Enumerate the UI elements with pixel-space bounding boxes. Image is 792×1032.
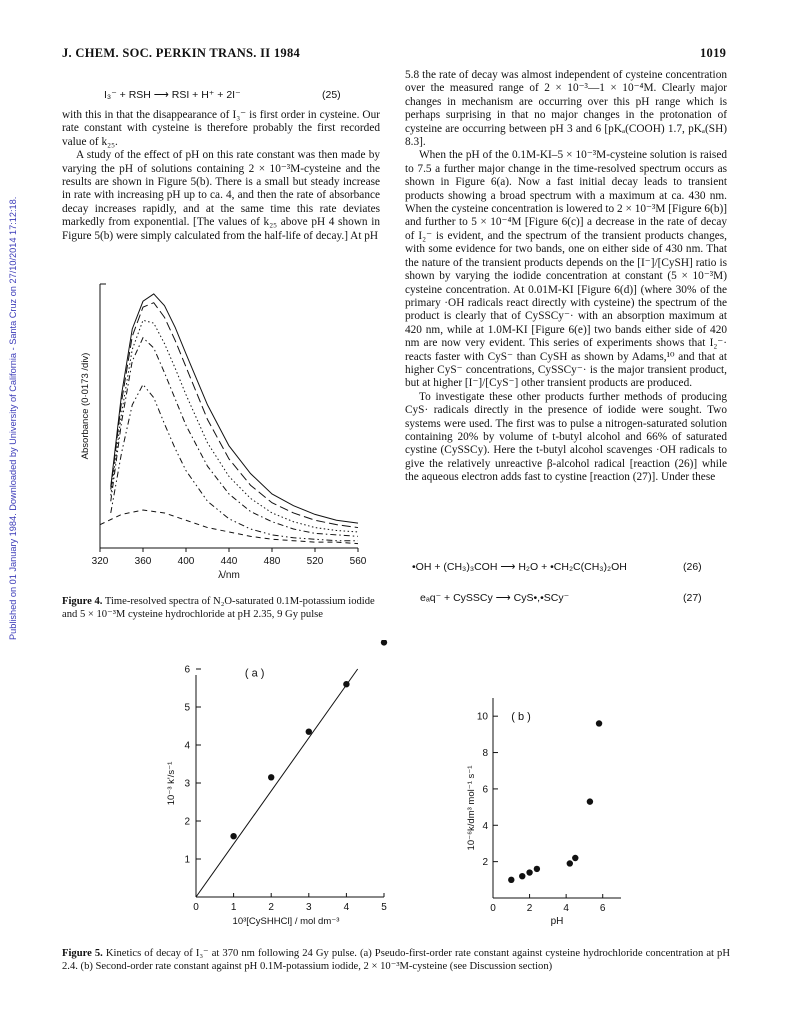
data-point	[567, 860, 573, 866]
y-tick-label: 1	[184, 854, 190, 866]
page-number: 1019	[700, 46, 727, 60]
equation-25: I₃⁻ + RSH ⟶ RSI + H⁺ + 2I⁻	[104, 89, 241, 101]
data-point	[268, 774, 274, 780]
x-tick-label: 560	[349, 556, 367, 567]
spectrum-series-4	[111, 338, 358, 537]
x-tick-label: 3	[306, 902, 312, 913]
figure-5b-chart	[462, 690, 632, 930]
x-tick-label: 4	[343, 902, 350, 913]
figure-4-spectra-chart	[76, 278, 376, 583]
equation-27: eₐq⁻ + CySSCy ⟶ CyS•,•SCy⁻	[420, 592, 570, 604]
y-axis-label: Absorbance (0·0173 /div)	[80, 352, 91, 460]
y-tick-label: 3	[184, 778, 190, 790]
data-point	[526, 869, 532, 875]
figure-5-caption	[62, 948, 730, 973]
figure-4-label: Figure 4.	[62, 596, 103, 607]
panel-label-a: ( a )	[244, 667, 265, 680]
equation-26-number: (26)	[683, 561, 702, 573]
paragraph: 5.8 the rate of decay was almost independent of cysteine concentration over the measured range of 2 × 10⁻³—1 × 10⁻⁴M. Clearly major changes in mechanism are occurring over this pH range which is perhaps surprising in that no major changes in the protonation of cysteine are occurring between pH 3 and 6 [pKₐ(COOH) 1.7, pKₐ(SH) 8.3].	[405, 69, 727, 149]
figure-5a-chart	[160, 640, 410, 930]
x-tick-label: 480	[263, 556, 281, 567]
left-column-text	[62, 109, 380, 243]
data-point	[230, 833, 236, 839]
data-point	[508, 877, 514, 883]
x-tick-label: 2	[526, 903, 533, 914]
figure-4-caption	[62, 596, 380, 621]
x-axis-label: λ/nm	[218, 570, 240, 581]
y-tick-label: 2	[482, 857, 488, 869]
data-point	[534, 866, 540, 872]
spectrum-series-1	[111, 294, 358, 523]
y-tick-label: 5	[184, 702, 190, 714]
data-point	[381, 640, 387, 646]
x-tick-label: 4	[563, 903, 569, 914]
equation-27-number: (27)	[683, 592, 702, 604]
data-point	[596, 720, 602, 726]
x-tick-label: 2	[268, 902, 274, 913]
y-tick-label: 6	[482, 784, 488, 796]
data-point	[572, 855, 578, 861]
journal-header: J. CHEM. SOC. PERKIN TRANS. II 1984	[62, 46, 301, 60]
figure-5-label: Figure 5.	[62, 948, 103, 959]
x-tick-label: 1	[230, 902, 237, 913]
fit-line	[196, 669, 358, 897]
paragraph: A study of the effect of pH on this rate constant was then made by varying the pH of solutions containing 2 × 10⁻³M-cysteine and the results are shown in Figure 5(b). There is a small but steady increase in rate with increasing pH up to ca. 4, and then the rate of absorbance decay increases rapidly, and at the same time this rate deviates markedly from exponential. [The values of k₂₅ above pH 4 shown in Figure 5(b) were simply calculated from the half-life of decay.] At pH	[62, 149, 380, 242]
spectrum-series-2	[111, 303, 358, 528]
paragraph: To investigate these other products further methods of producing CyS· radicals directly in the presence of iodide were sought. Two systems were used. The first was to pulse a nitrogen-saturated solution containing 20% by volume of t-butyl alcohol and 66% of saturated cystine (CySSCy). Here the t-butyl alcohol scavenges ·OH radicals to give the relatively unreactive β-alcohol radical [reaction (26)] while the aqueous electron adds fast to cystine [reaction (27)]. Under these	[405, 390, 727, 484]
x-tick-label: 520	[306, 556, 324, 567]
y-tick-label: 4	[184, 740, 190, 752]
equation-26: •OH + (CH₃)₃COH ⟶ H₂O + •CH₂C(CH₃)₂OH	[412, 561, 627, 573]
x-tick-label: 0	[193, 902, 199, 913]
download-sidebar	[0, 0, 16, 1032]
spectrum-series-3	[111, 320, 358, 532]
x-tick-label: 6	[599, 903, 606, 914]
y-tick-label: 10	[476, 711, 488, 723]
figure-5-text: Kinetics of decay of I₃⁻ at 370 nm following 24 Gy pulse. (a) Pseudo-first-order rate constant against cysteine hydrochloride concentration at pH 2.4. (b) Second-order rate constant against pH 0.1M-potassium iodide, 2 × 10⁻³M-cysteine (see Discussion section)	[62, 948, 730, 972]
y-axis-label: 10⁻³ k'/s⁻¹	[166, 761, 177, 806]
data-point	[587, 798, 593, 804]
data-point	[519, 873, 525, 879]
y-tick-label: 8	[482, 748, 488, 760]
figure-4-text: Time-resolved spectra of N₂O-saturated 0.1M-potassium iodide and 5 × 10⁻³M cysteine hydrochloride at pH 2.35, 9 Gy pulse	[62, 596, 375, 620]
download-notice: Published on 01 January 1984. Downloaded by University of California - Santa Cruz on 27/10/2014 17:12:18.	[8, 196, 18, 640]
paragraph: When the pH of the 0.1M-KI–5 × 10⁻³M-cysteine solution is raised to 7.5 a further major change in the time-resolved spectrum occurs as shown in Figure 6(a). Now a fast initial decay leads to transient products showing a broad spectrum with a maximum at ca. 430 nm. When the cysteine concentration is lowered to 2 × 10⁻³M [Figure 6(b)] and further to 5 × 10⁻⁴M [Figure 6(c)] a decrease in the rate of decay of I₂⁻ is evident, and the spectrum of the transient products changes, with some evidence for two bands, one on either side of 430 nm. That the nature of the transient products depends on the [I⁻]/[CySH] ratio is shown by varying the iodide concentration at constant (5 × 10⁻³M) cysteine concentration. At 0.01M-KI [Figure 6(d)] (where 30% of the primary ·OH radicals react directly with cysteine) the spectrum of the product is clearly that of CySSCy⁻· with an absorption maximum at 420 nm, while at 1.0M-KI [Figure 6(e)] two bands either side of 420 nm are now very evident. This series of experiments shows that I₂⁻· reacts faster with CyS⁻ than CySH as shown by Adams,¹⁰ and that at higher CyS⁻ concentrations, CySSCy⁻· is the major transient product, but at higher [I⁻]/[CyS⁻] other transient products are produced.	[405, 149, 727, 390]
spectrum-series-5	[111, 384, 358, 540]
x-axis-label: pH	[550, 916, 564, 927]
paragraph: with this in that the disappearance of I₃⁻ is first order in cysteine. Our rate constant with cysteine is therefore probably the first recorded value of k₂₅.	[62, 109, 380, 148]
x-tick-label: 440	[220, 556, 238, 567]
data-point	[306, 729, 312, 735]
x-tick-label: 360	[134, 556, 152, 567]
y-axis-label: 10⁻⁶k/dm³ mol⁻¹ s⁻¹	[466, 765, 477, 851]
x-tick-label: 320	[91, 556, 109, 567]
data-point	[343, 681, 349, 687]
y-tick-label: 6	[184, 664, 190, 676]
panel-label-b: ( b )	[511, 710, 531, 723]
x-tick-label: 5	[381, 902, 387, 913]
equation-25-number: (25)	[322, 89, 341, 101]
right-column-text	[405, 69, 727, 485]
y-tick-label: 2	[184, 816, 190, 828]
x-tick-label: 400	[177, 556, 195, 567]
x-tick-label: 0	[490, 903, 496, 914]
y-tick-label: 4	[482, 820, 488, 832]
x-axis-label: 10³[CySHHCl] / mol dm⁻³	[232, 916, 340, 927]
